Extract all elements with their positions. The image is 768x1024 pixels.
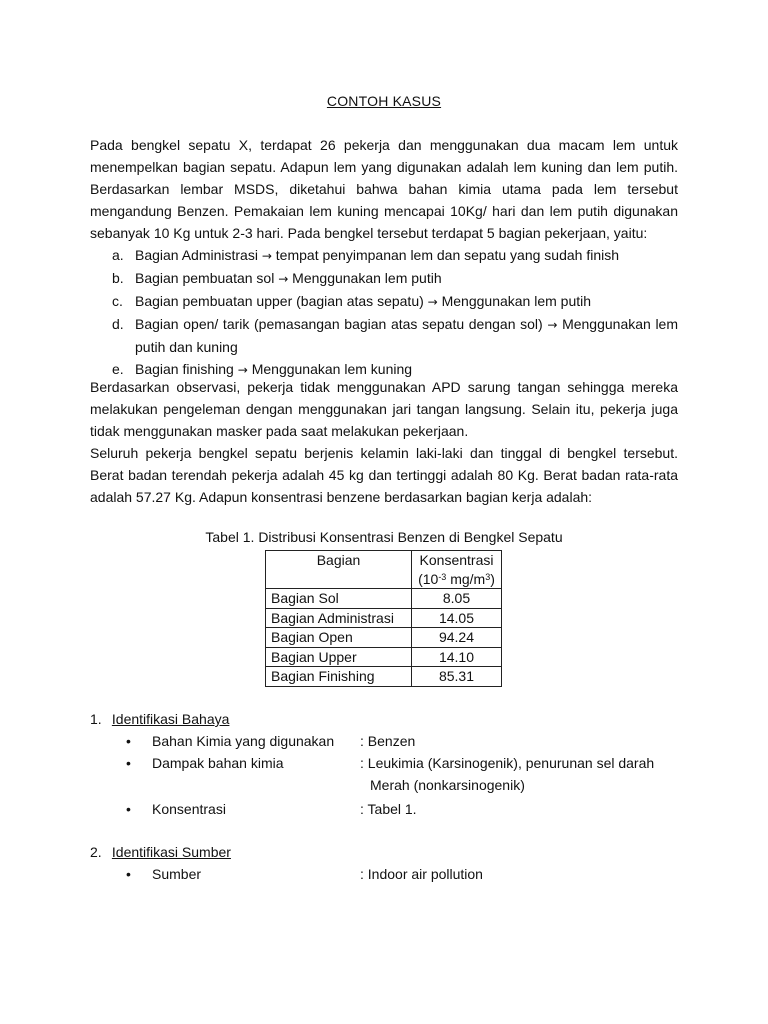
header-conc-unit: ($10^{-3}$ $mg/m^3$) [418, 570, 495, 587]
bullet-icon: • [126, 801, 131, 817]
bullet-label: Konsentrasi [152, 801, 226, 817]
concentration-table [265, 550, 502, 687]
table-cell-value: 14.05 [412, 608, 502, 628]
header-concentration [412, 551, 502, 589]
list-item-part: Bagian open/ tarik (pemasangan bagian atas sepatu dengan sol) [135, 316, 543, 332]
section-title: Identifikasi Bahaya [111, 711, 230, 727]
list-marker: c. [112, 293, 123, 309]
arrow-icon: → [237, 363, 248, 377]
table-cell-part: Bagian Open [266, 628, 412, 648]
bullet-value: : Leukimia (Karsinogenik), penurunan sel darah Merah (nonkarsinogenik) [360, 755, 655, 793]
bullet-value-continued: Merah (nonkarsinogenik) [370, 777, 525, 793]
bullet-icon: • [126, 733, 131, 749]
list-marker: e. [112, 361, 124, 377]
section-number: 1. [90, 711, 102, 727]
list-item-part: Bagian pembuatan upper (bagian atas sepatu) [135, 293, 424, 309]
work-section-list [90, 244, 678, 381]
table-cell-value: 8.05 [412, 589, 502, 609]
bullet-label: Bahan Kimia yang digunakan [152, 733, 335, 749]
bullet-value: : Tabel 1. [360, 801, 417, 817]
table-row [266, 628, 502, 648]
list-item-desc: Menggunakan lem putih [441, 293, 592, 309]
list-item-part: Bagian Administrasi [135, 247, 258, 263]
header-conc-label: Konsentrasi [419, 552, 494, 568]
bullet-label: Sumber [152, 866, 202, 882]
list-item [90, 267, 678, 290]
list-marker: a. [112, 247, 124, 263]
arrow-icon: → [547, 318, 558, 332]
list-item-desc: Menggunakan lem kuning [251, 361, 413, 377]
table-cell-part: Bagian Upper [266, 647, 412, 667]
header-part: Bagian [266, 551, 412, 589]
table-header-row [266, 551, 502, 589]
bullet-icon: • [126, 755, 131, 771]
arrow-icon: → [278, 272, 289, 286]
section-1-heading [90, 708, 229, 730]
list-item [90, 244, 678, 267]
list-item-desc: Menggunakan lem putih [292, 270, 442, 286]
table-cell-value: 94.24 [412, 628, 502, 648]
list-item [90, 290, 678, 313]
table-row [266, 647, 502, 667]
table-row [266, 608, 502, 628]
list-item-desc: Menggunakan lem putih dan kuning [135, 316, 679, 355]
table-cell-part: Bagian Administrasi [266, 608, 412, 628]
table-cell-value: 14.10 [412, 647, 502, 667]
list-marker: b. [112, 270, 124, 286]
bullet-value: : Indoor air pollution [360, 866, 483, 882]
observation-paragraph: Berdasarkan observasi, pekerja tidak menggunakan APD sarung tangan sehingga mereka melakukan pengeleman dengan menggunakan jari tangan langsung. Selain itu, pekerja juga tidak menggunakan masker pada saat melakukan pekerjaan. [90, 379, 678, 439]
section-title: Identifikasi Sumber [111, 844, 231, 860]
arrow-icon: → [427, 295, 438, 309]
list-item-part: Bagian finishing [135, 361, 234, 377]
section-number: 2. [90, 844, 102, 860]
section-2-heading [90, 841, 231, 863]
table-row [266, 667, 502, 687]
arrow-icon: → [261, 249, 272, 263]
workers-paragraph: Seluruh pekerja bengkel sepatu berjenis kelamin laki-laki dan tinggal di bengkel tersebut. Berat badan terendah pekerja adalah 45 kg dan tertinggi adalah 80 Kg. Berat badan rata-rata adalah 57.27 Kg. Adapun konsentrasi benzene berdasarkan bagian kerja adalah: [90, 445, 678, 505]
table-caption: Tabel 1. Distribusi Konsentrasi Benzen di Bengkel Sepatu [205, 529, 563, 545]
bullet-value: : Benzen [360, 733, 416, 749]
document-title: CONTOH KASUS [326, 93, 442, 109]
list-item [90, 313, 678, 358]
table-cell-value: 85.31 [412, 667, 502, 687]
table-cell-part: Bagian Finishing [266, 667, 412, 687]
list-marker: d. [112, 316, 124, 332]
list-item-desc: tempat penyimpanan lem dan sepatu yang sudah finish [275, 247, 620, 263]
bullet-icon: • [126, 866, 131, 882]
bullet-label: Dampak bahan kimia [152, 755, 284, 771]
intro-paragraph: Pada bengkel sepatu X, terdapat 26 pekerja dan menggunakan dua macam lem untuk menempelkan bagian sepatu. Adapun lem yang digunakan adalah lem kuning dan lem putih. Berdasarkan lembar MSDS, diketahui bahwa bahan kimia utama pada lem tersebut mengandung Benzen. Pemakaian lem kuning mencapai 10Kg/ hari dan lem putih digunakan sebanyak 10 Kg untuk 2-3 hari. Pada bengkel tersebut terdapat 5 bagian pekerjaan, yaitu: [90, 137, 678, 241]
table-row [266, 589, 502, 609]
list-item-part: Bagian pembuatan sol [135, 270, 275, 286]
table-cell-part: Bagian Sol [266, 589, 412, 609]
